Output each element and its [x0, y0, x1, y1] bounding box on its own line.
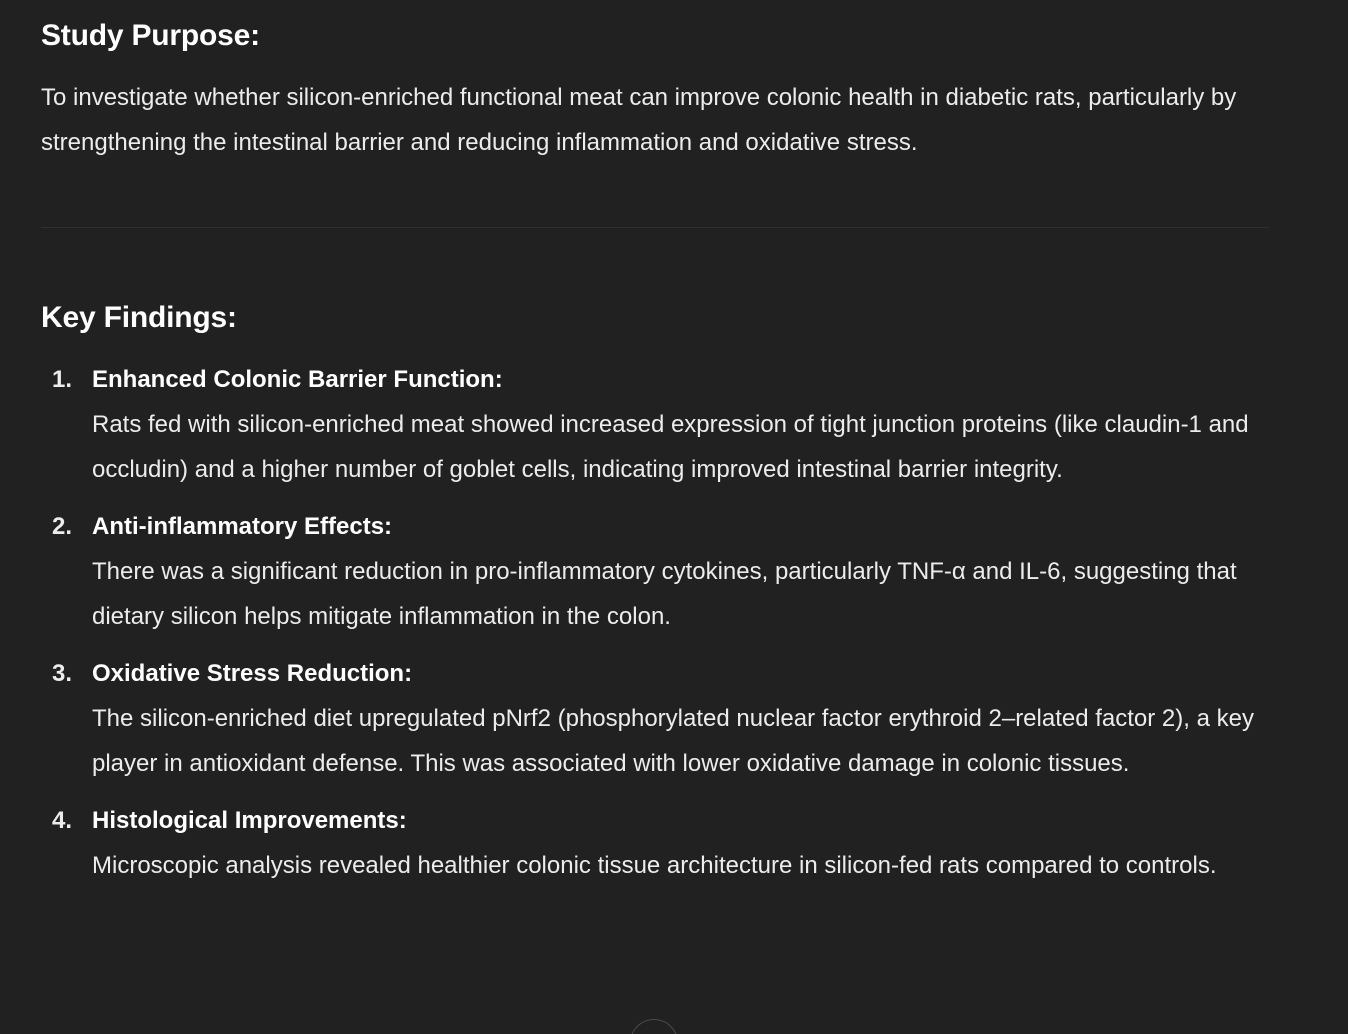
finding-number: 1. [52, 366, 73, 393]
finding-item [41, 798, 1281, 888]
finding-item [41, 504, 1281, 639]
finding-number: 4. [52, 807, 73, 834]
finding-text: There was a significant reduction in pro-inflammatory cytokines, particularly TNF-α and IL-6, suggesting that dietary silicon helps mitigate inflammation in the colon. [92, 558, 1237, 630]
finding-number: 3. [52, 660, 73, 687]
finding-item [41, 357, 1281, 492]
finding-text: Microscopic analysis revealed healthier colonic tissue architecture in silicon-fed rats compared to controls. [92, 852, 1217, 879]
finding-item [41, 651, 1281, 786]
study-purpose-heading: Study Purpose: [41, 19, 260, 52]
finding-title: Anti-inflammatory Effects: [92, 513, 393, 540]
key-findings-list [41, 357, 1281, 900]
finding-title: Oxidative Stress Reduction: [92, 660, 413, 687]
section-divider [41, 227, 1269, 228]
finding-number: 2. [52, 513, 73, 540]
key-findings-heading: Key Findings: [41, 301, 237, 334]
finding-text: The silicon-enriched diet upregulated pNrf2 (phosphorylated nuclear factor erythroid 2–related factor 2), a key player in antioxidant defense. This was associated with lower oxidative damage in colonic tissues. [92, 705, 1254, 777]
scroll-to-bottom-button[interactable] [630, 1019, 678, 1034]
finding-text: Rats fed with silicon-enriched meat showed increased expression of tight junction proteins (like claudin-1 and occludin) and a higher number of goblet cells, indicating improved intestinal barrier integrity. [92, 411, 1249, 483]
finding-title: Enhanced Colonic Barrier Function: [92, 366, 503, 393]
finding-title: Histological Improvements: [92, 807, 407, 834]
study-purpose-text: To investigate whether silicon-enriched functional meat can improve colonic health in diabetic rats, particularly by strengthening the intestinal barrier and reducing inflammation and oxidative stress. [41, 84, 1237, 156]
